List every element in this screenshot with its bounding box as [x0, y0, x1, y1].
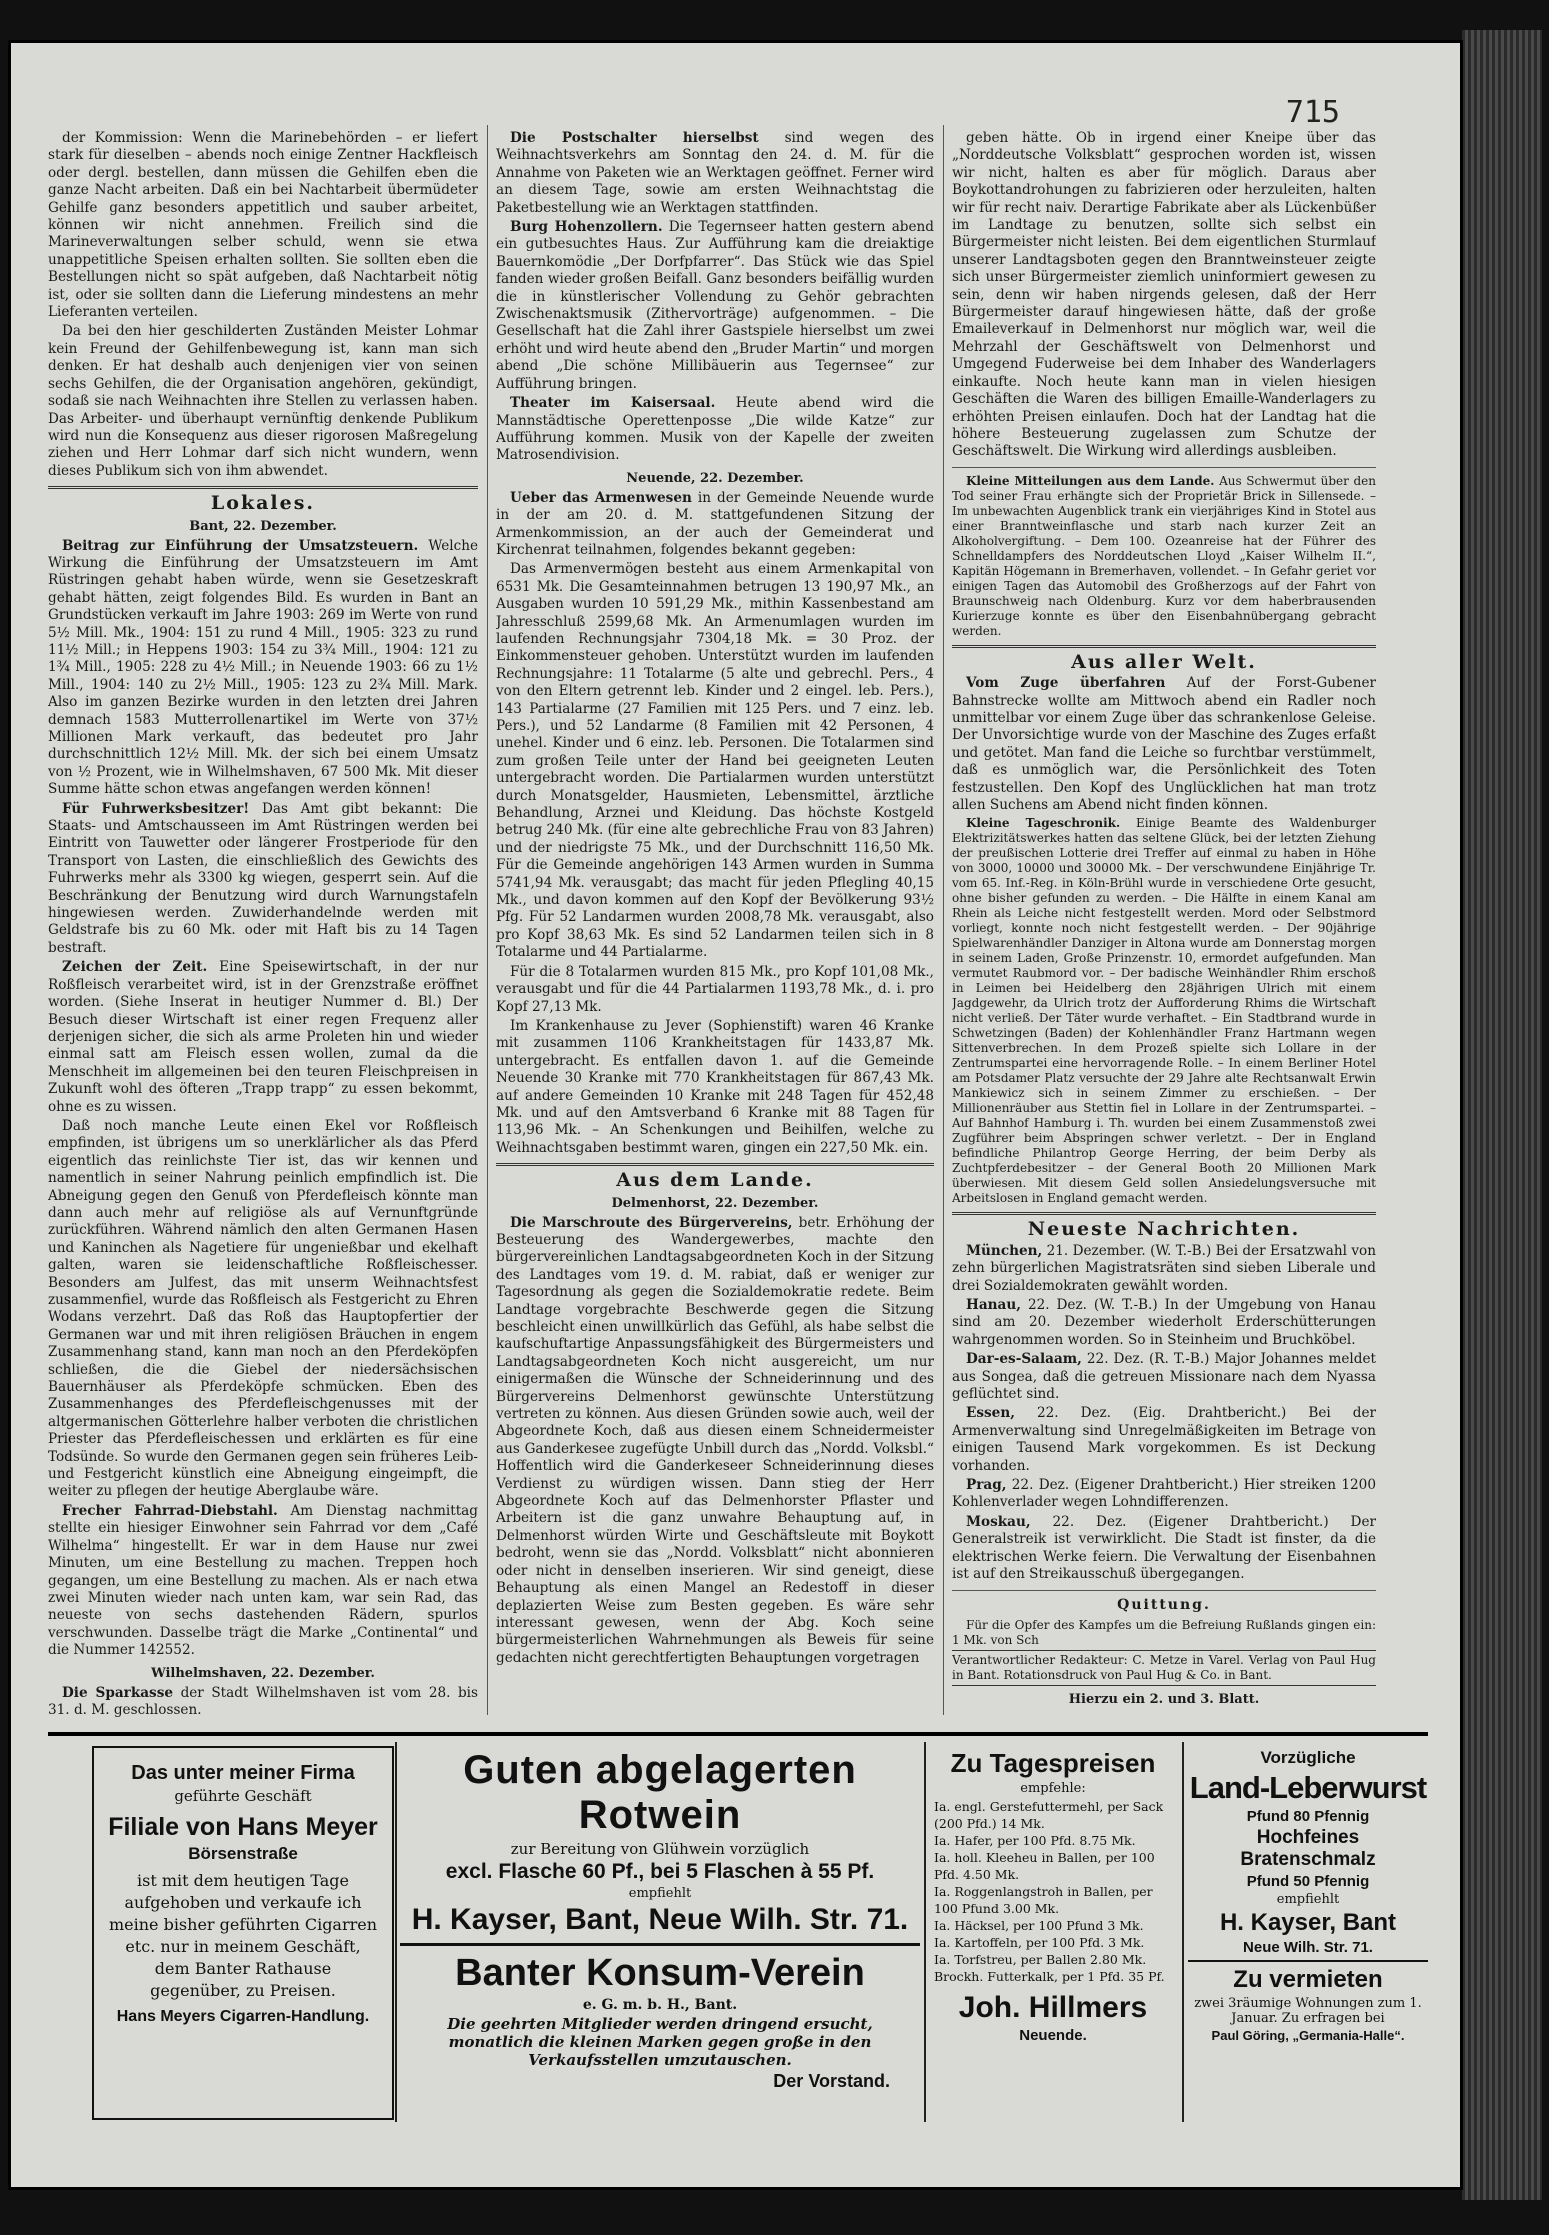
ad-text: Vorzügliche [1260, 1748, 1356, 1767]
price-item: Ia. Häcksel, per 100 Pfund 3 Mk. [934, 1918, 1144, 1933]
article [496, 130, 934, 217]
ad-text: Börsenstraße [188, 1844, 298, 1863]
ad-text: Banter Konsum-Verein [455, 1952, 865, 1994]
divider [48, 486, 478, 489]
ad-text: zwei 3räumige Wohnungen zum 1. Januar. Zu erfragen bei [1194, 1996, 1422, 2026]
news-place: Hanau, [966, 1297, 1021, 1313]
ad-kayser-leberwurst [1188, 1746, 1428, 2126]
article-headline: Für Fuhrwerksbesitzer! [62, 800, 250, 817]
section-heading-lokales: Lokales. [210, 492, 316, 515]
ad-text: Land-Leberwurst [1189, 1770, 1427, 1805]
article-body: der Stadt Wilhelmshaven ist vom 28. bis 31. d. M. geschlossen. [48, 1684, 478, 1718]
dateline: Neuende, 22. Dezember. [626, 470, 804, 486]
article-headline: Vom Zuge überfahren [966, 675, 1166, 692]
paragraph: geben hätte. Ob in irgend einer Kneipe über das „Norddeutsche Volksblatt“ gesprochen worden ist, wissen wir nicht, halten es aber für möglich. Daraus aber Boykottandrohungen zu fabrizieren oder herzuleiten, halten wir für recht naiv. Derartige Fabrikate aber als Lückenbüßer im Landtage zu benutzen, sollte sich selbst ein Bürgermeister nicht leisten. Bei dem eigentlichen Sturmlauf unserer Landtagsboten gegen den Branntweinsteuer zeigte sich unser Bürgermeister ziemlich uninformiert gewesen zu sein, denn wir haben nirgends gelesen, daß der Herr Bürgermeister darauf hingewiesen hätte, daß der große Emaileverkauf in Delmenhorst nur möglich war, weil die Mehrzahl der Geschäftswelt von Delmenhorst und Umgegend Fuderweise bei dem Inhaber des Wanderlagers einkaufte. Noch heute kann man in vielen hiesigen Geschäften die Waren des billigen Emaille-Wanderlagers zu erhöhten Preisen einlaufen. Doch hat der Landtag hat die höhere Besteuerung zugelassen zum Schutze der Geschäftswelt. Die Wirkung wird allerdings ausbleiben. [952, 130, 1376, 460]
page-number: 715 [1285, 95, 1340, 130]
article-body: Die Tegernseer hatten gestern abend ein gutbesuchtes Haus. Zur Aufführung kam die dreiaktige Bauernkomödie „Der Dorfpfarrer“. Das Stück wie das Spiel fanden wieder großen Beifall. Ganz besonders beifällig wurden die in künstlerischer Vollendung zu Gehör gebrachten Zwischenaktsmusik (Zithervorträge) aufgenommen. – Die Gesellschaft hat die Zahl ihrer Gastspiele hierselbst um zwei erhöht und wird heute abend den „Bruder Martin“ und morgen abend „Die schöne Millibäuerin aus Tegernsee“ zur Aufführung bringen. [496, 219, 934, 392]
price-item: Ia. Torfstreu, per Ballen 2.80 Mk. [934, 1952, 1147, 1967]
column-3 [952, 130, 1376, 1720]
ad-text: empfiehlt [1276, 1892, 1340, 1907]
article-headline: Die Sparkasse [62, 1684, 174, 1701]
ad-text: Hochfeines Bratenschmalz [1240, 1827, 1376, 1870]
article [48, 801, 478, 958]
article-body: Auf der Forst-Gubener Bahnstrecke wollte am Mittwoch abend ein Radler noch unmittelbar vor einem Zuge über das schrankenlose Geleise. Der Unvorsichtige wurde von der Maschine des Zuges erfaßt und getötet. Man fand die Leiche so furchtbar verstümmelt, daß es unmöglich war, die Persönlichkeit des Toten festzustellen. Den Kopf des Unglücklichen hat man trotz allen Suchens am Abend nicht finden können. [952, 675, 1376, 813]
news-item [952, 1351, 1376, 1403]
price-item: Ia. Hafer, per 100 Pfd. 8.75 Mk. [934, 1833, 1136, 1848]
ad-text: Paul Göring, „Germania-Halle“. [1211, 2028, 1405, 2043]
ad-divider [924, 1742, 926, 2122]
dateline: Bant, 22. Dezember. [189, 518, 337, 534]
price-item: Brockh. Futterkalk, per 1 Pfd. 35 Pf. [934, 1969, 1165, 1984]
ad-text: Neuende. [1019, 2027, 1087, 2044]
price-item: Ia. Kartoffeln, per 100 Pfd. 3 Mk. [934, 1935, 1145, 1950]
dateline: Delmenhorst, 22. Dezember. [611, 1195, 819, 1211]
article-body: Eine Speisewirtschaft, in der nur Roßfleisch verarbeitet wird, ist in der Grenzstraße eröffnet worden. (Siehe Inserat in heutiger Nummer d. Bl.) Der Besuch dieser Wirtschaft ist einer regen Frequenz aller derjenigen sicher, die sich als arme Proleten hin und wieder einmal satt am Fleisch essen wollen, zumal da die Menschheit im allgemeinen bei den teuren Fleischpreisen in Zukunft wohl des öfteren „Trapp trapp“ zu essen bekommt, ohne es zu wissen. [48, 959, 478, 1115]
ad-text: Hans Meyers Cigarren-Handlung. [116, 2008, 370, 2025]
news-item [952, 1405, 1376, 1475]
section-heading-quittung: Quittung. [1117, 1596, 1211, 1613]
article-headline: Ueber das Armenwesen [510, 489, 692, 506]
divider [952, 1590, 1376, 1591]
ad-divider [395, 1742, 397, 2122]
article-headline: Die Marschroute des Bürgervereins, [510, 1214, 793, 1231]
article [496, 490, 934, 560]
supplement-note: Hierzu ein 2. und 3. Blatt. [1068, 1691, 1260, 1707]
article [48, 538, 478, 799]
article-body: betr. Erhöhung der Besteuerung des Wandergewerbes, machte den bürgervereinlichen Landtagsabgeordneten Koch in der Sitzung des Landtages vom 19. d. M. rabiat, daß er weniger zur Tagesordnung als gegen die Sozialdemokratie redete. Beim Landtage vorgebrachte Beschwerde gegen die Sitzung beschleicht einen unwillkürlich das Gefühl, als habe selbst die kaufschuftartige Anpassungsfähigkeit des Bürgermeisters und Landtagsabgeordneten Koch nicht ausgereicht, um nur einigermaßen die Wünsche der Schneiderinnung und des Bürgervereins Delmenhorst gewünschte Unterstützung vertreten zu können. Aus diesen Gründen sowie auch, weil der Abgeordnete Koch, daß aus diesen einem Schneidermeister aus Ganderkesee zugefügte Unbill durch das „Nordd. Volksbl.“ Hoffentlich wird die Ganderkeseer Schneiderinnung dieses Verdienst zu würdigen wissen. Dann stieg der Herr Abgeordnete Koch auf das Delmenhorster Pflaster und Arbeitern ist die ganz unwahre Behauptung auf, in Delmenhorst würden Wirte und Geschäftsleute mit Boykott bedroht, wenn sie das „Nordd. Volksblatt“ nicht abonnieren oder nicht in denselben inserieren. Wir sind geneigt, diese Behauptung als einen Mangel an Redestoff in dieser deplazierten Weise zum Besten gegeben. Es wäre sehr interessant gewesen, wenn der Abg. Koch seine bürgermeisterlichen Wahrnehmungen als Beweis für seine gedachten nicht gerechtfertigten Behauptungen vorgetragen [496, 1214, 934, 1666]
column-2 [496, 130, 934, 1730]
paragraph: der Kommission: Wenn die Marinebehörden – er liefert stark für dieselben – abends noch einige Zentner Hackfleisch oder dergl. bestellen, dann müssen die Gehilfen eben die ganze Nacht arbeiten. Daß ein bei Nachtarbeit übermüdeter Gehilfe ganz besonders appetitlich und sauber arbeitet, können wir nicht annehmen. Freilich sind die Marineverwaltungen selber schuld, wenn sie etwa unappetitliche Speisen erhalten sollten. Sie sollten eben die Bestellungen nicht so spät aufgeben, daß Nachtarbeit nötig ist, oder sie sollten dann die Lieferung mindestens an mehr Lieferanten verteilen. [48, 130, 478, 321]
ad-divider [1182, 1742, 1184, 2122]
ad-text: Pfund 80 Pfennig [1246, 1808, 1370, 1825]
paragraph: Da bei den hier geschilderten Zuständen Meister Lohmar kein Freund der Gehilfenbewegung ist, kann man sich denken. Er hat deshalb auch denjenigen vier von seinen sechs Gehilfen, die der Organisation angehören, gekündigt, sodaß sie nach Weihnachten ihre Stellen zu verlassen haben. Das Arbeiter- und überhaupt vernünftig denkende Publikum wird nun die Konsequenz aus dieser rigorosen Maßregelung ziehen und Herr Lohmar darf sich nicht wundern, wenn dieses Publikum sich von ihm abwendet. [48, 323, 478, 479]
book-binding [1462, 30, 1542, 2200]
article-headline: Die Postschalter hierselbst [510, 130, 759, 146]
article-body: Heute abend wird die Mannstädtische Operettenposse „Die wilde Katze“ zur Aufführung kommen. Musik von der Kapelle der zweiten Matrosendivision. [496, 395, 934, 464]
price-item: Ia. Roggenlangstroh in Ballen, per 100 Pfund 3.00 Mk. [934, 1884, 1153, 1916]
article-headline: Burg Hohenzollern. [510, 219, 663, 236]
ad-text: Filiale von Hans Meyer [108, 1813, 378, 1841]
ad-text: geführte Geschäft [174, 1787, 312, 1805]
divider [496, 1163, 934, 1166]
ad-text: H. Kayser, Bant [1219, 1909, 1397, 1936]
ad-text: empfiehlt [628, 1886, 692, 1901]
news-place: München, [966, 1242, 1043, 1259]
article [496, 219, 934, 393]
receipt-text: Für die Opfer des Kampfes um die Befreiung Rußlands gingen ein: 1 Mk. von Sch [952, 1617, 1376, 1647]
ad-hans-meyer [92, 1746, 394, 2120]
news-place: Moskau, [966, 1513, 1031, 1530]
price-item: Ia. engl. Gerstefuttermehl, per Sack (200 Pfd.) 14 Mk. [934, 1799, 1164, 1831]
article [952, 474, 1376, 639]
paragraph: Für die 8 Totalarmen wurden 815 Mk., pro Kopf 101,08 Mk., verausgabt und für die 44 Partialarmen 1193,78 Mk., d. i. pro Kopf 27,13 Mk. [496, 963, 934, 1015]
divider [952, 645, 1376, 648]
column-rule [943, 125, 944, 1715]
ad-text: ist mit dem heutigen Tage aufgehoben und verkaufe ich meine bisher geführten Cigarren etc. nur in meinem Geschäft, dem Banter Rathause gegenüber, zu Preisen. [108, 1871, 378, 2000]
news-item [952, 1243, 1376, 1295]
article-body: Welche Wirkung die Einführung der Umsatzsteuern im Amt Rüstringen gehabt haben würde, wenn sie Gesetzeskraft gehabt hätten, zeigt folgendes Bild. Es wurden in Bant an Grundstücken verkauft im Jahre 1903: 269 im Werte von rund 5½ Mill. Mk., 1904: 151 zu rund 4 Mill., 1905: 323 zu rund 11½ Mill.; in Heppens 1903: 154 zu 3¾ Mill., 1904: 121 zu 1¾ Mill., 1905: 228 zu 4½ Mill.; in Neuende 1903: 66 zu 1½ Mill., 1904: 140 zu 2½ Mill., 1905: 123 zu 2¾ Mill. Mark. Also im ganzen Bezirke wurden in den letzten drei Jahren demnach 1583 Mutterrollenartikel im Werte von 37½ Millionen Mark verkauft, das bedeutet pro Jahr durchschnittlich 12½ Mill. Mk. der sich bei einem Umsatz von ½ Prozent, wie in Wilhelmshaven, 67 500 Mk. Mit dieser Summe hätte schon etwas angefangen werden können! [48, 537, 478, 798]
article-body: sind wegen des Weihnachtsverkehrs am Sonntag den 24. d. M. für die Annahme von Paketen wie an Werktagen geöffnet. Ferner wird an diesem Tage, sowie am ersten Weihnachtstag die Paketbestellung wie an Werktagen stattfinden. [496, 130, 934, 216]
news-place: Prag, [966, 1477, 1007, 1494]
ad-text: excl. Flasche 60 Pf., bei 5 Flaschen à 55 Pf. [445, 1860, 875, 1883]
ad-text: Guten abgelagerten Rotwein [463, 1748, 857, 1837]
ad-text: Zu Tagespreisen [950, 1748, 1156, 1778]
article-body: Aus Schwermut über den Tod seiner Frau erhängte sich der Proprietär Brick in Sillensede. – Im unbewachten Augenblick trank ein vierjähriges Kind in Stotel aus einer Branntweinflasche und starb nach kurzer Zeit an Alkoholvergiftung. – Dem 100. Ozeanreise hat der Führer des Schnelldampfers des Norddeutschen Lloyd „Kaiser Wilhelm II.“, Kapitän Högemann in Bremerhaven, vollendet. – In Gefahr geriet vor einigen Tagen das Automobil des Großherzogs auf der Fahrt von Braunschweig nach Oldenburg. Kurz vor dem haberbrausenden Kurierzuge konnte es über den Eisenbahnübergang gebracht werden. [952, 473, 1376, 638]
article-headline: Theater im Kaisersaal. [510, 395, 716, 412]
article [952, 816, 1376, 1206]
dateline: Wilhelmshaven, 22. Dezember. [151, 1665, 375, 1681]
article-headline: Kleine Tageschronik. [966, 816, 1121, 831]
article [952, 675, 1376, 814]
advertisement-section [48, 1732, 1428, 2131]
section-heading-aus-dem-lande: Aus dem Lande. [616, 1169, 814, 1192]
divider [952, 467, 1376, 468]
price-list [928, 1798, 1178, 1985]
article-headline: Beitrag zur Einführung der Umsatzsteuern. [62, 537, 419, 554]
paragraph: Daß noch manche Leute einen Ekel vor Roßfleisch empfinden, ist übrigens um so unerklärlicher als das Pferd eigentlich das reinlichste Tier ist, das wir kennen und namentlich in seiner Nahrung peinlich empfindlich ist. Die Abneigung gegen den Genuß von Pferdefleisch könnte man dann auch mehr auf religiöse als auf Vernunftgründe zurückführen. Während nämlich den alten Germanen Hasen und Kaninchen als Nagetiere für ungenießbar und ekelhaft galten, waren sie leidenschaftliche Roßfleischesser. Besonders am Julfest, das mit unserm Weihnachtsfest zusammenfiel, wurde das Roßfleisch als Festgericht zu Ehren Wodans verzehrt. Daß das Roß das Hauptopfertier der Germanen war und mit ihren religiösen Bräuchen in engem Zusammenhang stand, kann man noch an den Pferdeköpfen schließen, die die Giebel der niedersächsischen Bauernhäuser als Pferdeköpfe schmücken. Eben des Zusammenhanges des Pferdefleischgenusses mit der altgermanischen Götterlehre halber verboten die christlichen Priester das Pferdefleischessen und erklärten es für eine Todsünde. So wurde den Germanen gegen sein früheres Leib- und Festgericht künstlich eine Abneigung eingeimpft, die weiter zu pflegen der heutige Aberglaube wäre. [48, 1117, 478, 1500]
article-body: Am Dienstag nachmittag stellte ein hiesiger Einwohner sein Fahrrad vor dem „Café Wilhelma“ hingestellt. Er war in dem Hause nur zwei Minuten, um eine Bestellung zu machen. Treppen hoch gegangen, um eine Bestellung zu machen. Als er nach etwa zwei Minuten wieder nach unten kam, war sein Rad, das neueste von sechs dastehenden Rädern, spurlos verschwunden. Dasselbe trägt die Marke „Continental“ und die Nummer 142552. [48, 1502, 478, 1659]
section-heading-aus-aller-welt: Aus aller Welt. [1071, 650, 1257, 673]
ad-text: e. G. m. b. H., Bant. [582, 1997, 738, 2013]
paragraph: Im Krankenhause zu Jever (Sophienstift) waren 46 Kranke mit zusammen 1106 Krankheitstagen für 1433,87 Mk. untergebracht. Es entfallen davon 1. auf die Gemeinde Neuende 30 Kranke mit 770 Krankheitstagen für 867,43 Mk. auf andere Gemeinden 10 Kranke mit 248 Tagen für 452,48 Mk. und auf den Amtsverband 6 Kranke mit 88 Tagen für 113,96 Mk. – An Schenkungen und Beihilfen, welche zu Weihnachtsgaben bestimmt waren, gingen ein 227,50 Mk. ein. [496, 1017, 934, 1156]
paragraph: Das Armenvermögen besteht aus einem Armenkapital von 6531 Mk. Die Gesamteinnahmen betrugen 13 190,97 Mk., an Ausgaben wurden 10 591,29 Mk., mithin Kassenbestand am Jahresschluß 2599,68 Mk. An Armenumlagen wurden im laufenden Rechnungsjahr 7304,18 Mk. = 30 Proz. der Einkommensteuer gehoben. Unterstützt wurden im laufenden Rechnungsjahre: 11 Totalarme (5 alte und gebrechl. Pers., 4 von den Eltern getrennt leb. Kinder und 2 eingel. leb. Pers.), 143 Partialarme (27 Familien mit 125 Pers. und 7 einz. leb. Pers.), und 52 Landarme (8 Familien mit 42 Personen, 4 unehel. Kinder und 6 einz. leb. Personen. Die Totalarmen sind zum großen Teile unter der Hand bei geeigneten Leuten untergebracht worden. Die Partialarmen wurden unterstützt durch Monatsgelder, Hausmieten, Lebensmittel, ärztliche Behandlung, Arznei und Kleidung. Das höchste Kostgeld betrug 240 Mk. (für eine alte gebrechliche Frau von 83 Jahren) und der niedrigste 75 Mk., und der Durchschnitt 116,50 Mk. Für die Gemeinde angehörigen 143 Armen wurden in Summa 5741,94 Mk. verausgabt; das macht für jeden Pflegling 40,15 Mk., und davon kommen auf den Kopf der Bevölkerung 93½ Pfg. Für 52 Landarmen wurden 2008,78 Mk. verausgabt, also pro Kopf 38,63 Mk. Es sind 52 Landarmen teilen sich in 8 Totalarme und 44 Partialarme. [496, 561, 934, 961]
article-headline: Frecher Fahrrad-Diebstahl. [62, 1502, 278, 1519]
article [48, 1503, 478, 1660]
news-body: 21. Dezember. (W. T.-B.) Bei der Ersatzwahl von zehn bürgerlichen Magistratsräten sind sieben Liberale und drei Sozialdemokraten gewählt worden. [952, 1242, 1376, 1294]
ad-text: Zu vermieten [1233, 1966, 1383, 1993]
news-item [952, 1477, 1376, 1512]
ad-text: Joh. Hillmers [958, 1991, 1148, 2024]
news-body: 22. Dez. (R. T.-B.) Major Johannes meldet aus Songea, daß die getreuen Missionare nach dem Nyassa geflüchtet sind. [952, 1351, 1376, 1403]
ad-kayser-konsum [400, 1746, 920, 2126]
article-body: in der Gemeinde Neuende wurde in der am 20. d. M. stattgefundenen Sitzung der Armenkommission, an der auch der Gemeinderat und Kirchenrat teilnahmen, folgendes bekannt gegeben: [496, 489, 934, 558]
article [496, 395, 934, 465]
news-body: 22. Dez. (Eigener Drahtbericht.) Der Generalstreik ist verwirklicht. Die Stadt ist finster, da die elektrischen Werke feiern. Die Verwaltung der Eisenbahnen ist auf den Streikausschuß übergegangen. [952, 1513, 1376, 1583]
news-body: 22. Dez. (W. T.-B.) In der Umgebung von Hanau sind am 20. Dezember wiederholt Erderschütterungen wahrgenommen worden. So in Steinheim und Bruchköbel. [952, 1297, 1376, 1348]
ad-text: Das unter meiner Firma [131, 1762, 355, 1784]
article-headline: Kleine Mitteilungen aus dem Lande. [966, 473, 1215, 488]
ad-hillmers [928, 1746, 1178, 2126]
ad-text: H. Kayser, Bant, Neue Wilh. Str. 71. [400, 1903, 920, 1946]
ad-text: Pfund 50 Pfennig [1246, 1873, 1370, 1890]
article [496, 1215, 934, 1668]
article-body: Einige Beamte des Waldenburger Elektrizitätswerkes hatten das seltene Glück, bei der letzten Ziehung der preußischen Lotterie drei Treffer auf einmal zu haben in Höhe von 3000, 10000 und 30000 Mk. – Der verschwundene Einjährige Tr. vom 65. Inf.-Reg. in Köln-Brühl wurde in verschiedene Orte gesucht, ohne bisher gefunden zu werden. – Die Hälfte in einem Kanal am Rhein als Leiche nicht festgestellt werden. Mord oder Selbstmord vorliegt, konnte noch nicht festgestellt werden. – Der 90jährige Spielwarenhändler Danziger in Altona wurde am Donnerstag morgen in seinem Laden, Große Prinzenstr. 10, ermordet aufgefunden. Man vermutet Raubmord vor. – Der badische Weinhändler Rhim erschoß in Leimen bei Heidelberg den 28jährigen Ulrich mit einem Jagdgewehr, da Ulrich trotz der Aufforderung Rhims die Wirtschaft nicht verließ. Der Täter wurde verhaftet. – Ein Stadtbrand wurde in Schwetzingen (Baden) der Kohlenhändler Franz Hartmann wegen Sittenverbrechen. In dem Prozeß spielte sich Lollare in der Zentrumspartei eine hervorragende Rolle. – In einem Berliner Hotel am Potsdamer Platz versuchte der 29 Jahre alte Rechtsanwalt Erwin Mankiewicz sich in seinem Zimmer zu erschießen. – Der Millionenräuber aus Stettin fiel in Lollare in der Zentrumspartei. – Auf Bahnhof Hamburg i. Th. wurden bei einem Zusammenstoß zwei Zugführer beim Abspringen schwer verletzt. – Der in England befindliche Philantrop George Herring, der beim Derby als Zuchtpferdebesitzer – der General Booth 20 Millionen Mark überwiesen. Mit diesem Geld sollen Ansiedelungsversuche mit Arbeitslosen in England gemacht werden. [952, 816, 1376, 1206]
news-body: 22. Dez. (Eig. Drahtbericht.) Bei der Armenverwaltung sind Unregelmäßigkeiten im Betrage von einigen Tausend Mark vorgekommen. Es ist Deckung vorhanden. [952, 1405, 1376, 1474]
column-1 [48, 130, 478, 1730]
ad-text: Neue Wilh. Str. 71. [1188, 1939, 1428, 1962]
divider [952, 1212, 1376, 1215]
ad-text: empfehle: [1020, 1781, 1086, 1796]
imprint: Verantwortlicher Redakteur: C. Metze in Varel. Verlag von Paul Hug in Bant. Rotationsdruck von Paul Hug & Co. in Bant. [952, 1650, 1376, 1686]
ad-text: Die geehrten Mitglieder werden dringend ersucht, monatlich die kleinen Marken gegen große in den Verkaufsstellen umzutauschen. [447, 2015, 873, 2069]
news-place: Essen, [966, 1405, 1015, 1422]
article [48, 959, 478, 1116]
article-headline: Zeichen der Zeit. [62, 959, 208, 976]
section-heading-neueste-nachrichten: Neueste Nachrichten. [1027, 1218, 1301, 1241]
news-place: Dar-es-Salaam, [966, 1351, 1082, 1368]
news-item [952, 1514, 1376, 1584]
news-item [952, 1297, 1376, 1349]
article [48, 1685, 478, 1720]
column-rule [487, 125, 488, 1715]
ad-text: Der Vorstand. [773, 2071, 890, 2091]
ad-text: zur Bereitung von Glühwein vorzüglich [510, 1840, 810, 1858]
article-body: Das Amt gibt bekannt: Die Staats- und Amtschausseen im Amt Rüstringen werden bei Eintritt von Tauwetter oder längerer Frostperiode für den Transport von Lasten, die einschließlich des Gewichts des Fuhrwerks mehr als 3300 kg wiegen, gesperrt sein. Auf die Beschränkung der Benutzung wird durch Warnungstafeln hingewiesen werden. Zuwiderhandelnde werden mit Geldstrafe bis zu 60 Mk. oder mit Haft bis zu 14 Tagen bestraft. [48, 800, 478, 956]
price-item: Ia. holl. Kleeheu in Ballen, per 100 Pfd. 4.50 Mk. [934, 1850, 1155, 1882]
news-body: 22. Dez. (Eigener Drahtbericht.) Hier streiken 1200 Kohlenverlader wegen Lohndifferenzen. [952, 1477, 1376, 1511]
